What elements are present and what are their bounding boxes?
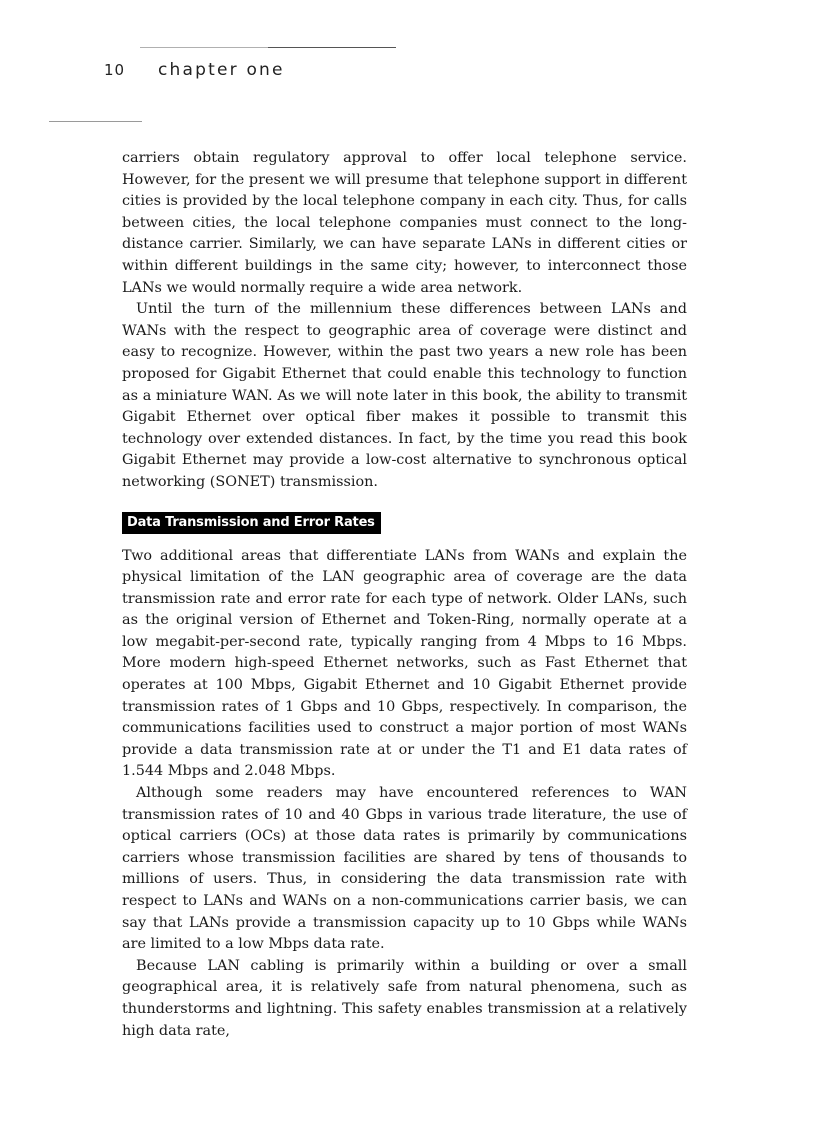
chapter-title: chapter one	[158, 60, 285, 80]
body-paragraph: Because LAN cabling is primarily within a building or over a small geographical area, it is relatively safe from natural phenomena, such as thunderstorms and lightning. This safety enables transmission at a relatively high data rate,	[122, 957, 687, 1039]
running-head	[104, 60, 285, 88]
section-heading: Data Transmission and Error Rates	[122, 512, 381, 534]
body-paragraph: Although some readers may have encountered references to WAN transmission rates of 10 and 40 Gbps in various trade literature, the use of optical carriers (OCs) at those data rates is primarily by communications carriers whose transmission facilities are shared by tens of thousands to millions of users. Thus, in considering the data transmission rate with respect to LANs and WANs on a non-communications carrier basis, we can say that LANs provide a transmission capacity up to 10 Gbps while WANs are limited to a low Mbps data rate.	[122, 785, 687, 953]
body-paragraph: Until the turn of the millennium these differences between LANs and WANs with the respect to geographic area of coverage were distinct and easy to recognize. However, within the past two years a new role has been proposed for Gigabit Ethernet that could enable this technology to function as a miniature WAN. As we will note later in this book, the ability to transmit Gigabit Ethernet over optical fiber makes it possible to transmit this technology over extended distances. In fact, by the time you read this book Gigabit Ethernet may provide a low-cost alternative to synchronous optical networking (SONET) transmission.	[122, 301, 687, 490]
page-number: 10	[104, 61, 126, 79]
body-paragraph: carriers obtain regulatory approval to offer local telephone service. However, for the present we will presume that telephone support in different cities is provided by the local telephone company in each city. Thus, for calls between cities, the local telephone companies must connect to the long-distance carrier. Similarly, we can have separate LANs in different cities or within different buildings in the same city; however, to interconnect those LANs we would normally require a wide area network.	[122, 150, 687, 296]
header-rule	[140, 47, 396, 48]
margin-rule	[49, 121, 142, 122]
body-paragraph: Two additional areas that differentiate LANs from WANs and explain the physical limitation of the LAN geographic area of coverage are the data transmission rate and error rate for each type of network. Older LANs, such as the original version of Ethernet and Token-Ring, normally operate at a low megabit-per-second rate, typically ranging from 4 Mbps to 16 Mbps. More modern high-speed Ethernet networks, such as Fast Ethernet that operates at 100 Mbps, Gigabit Ethernet and 10 Gigabit Ethernet provide transmission rates of 1 Gbps and 10 Gbps, respectively. In comparison, the communications facilities used to construct a major portion of most WANs provide a data transmission rate at or under the T1 and E1 data rates of 1.544 Mbps and 2.048 Mbps.	[122, 547, 687, 780]
page-body	[122, 148, 687, 1042]
